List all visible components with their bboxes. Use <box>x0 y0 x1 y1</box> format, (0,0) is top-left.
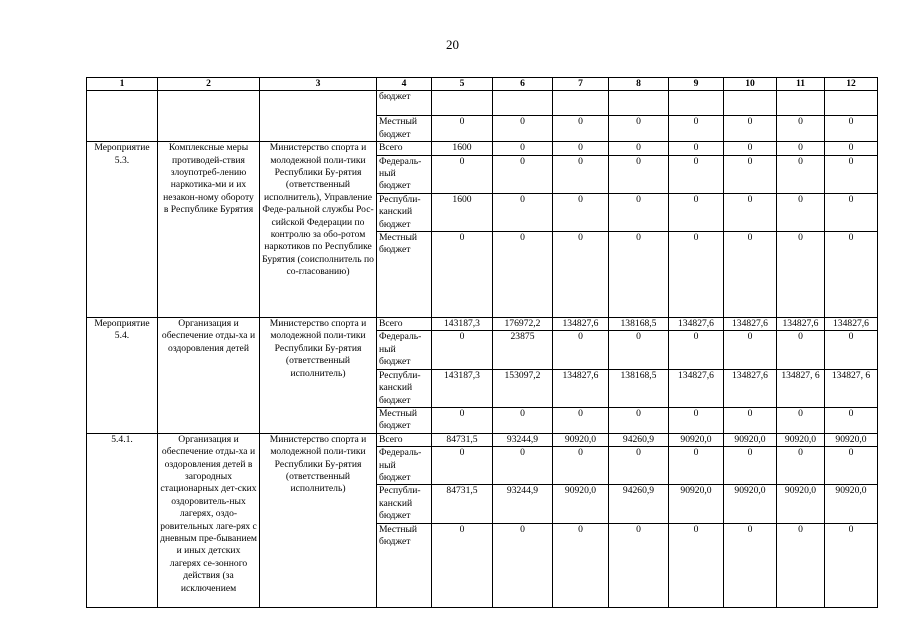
value-cell: 0 <box>493 407 553 433</box>
value-cell <box>825 91 878 116</box>
value-cell: 0 <box>825 193 878 231</box>
value-cell <box>724 91 777 116</box>
funding-source-cell: Федераль-ный бюджет <box>377 155 432 193</box>
value-cell: 0 <box>825 155 878 193</box>
value-cell: 0 <box>493 523 553 607</box>
value-cell <box>669 91 724 116</box>
value-cell: 138168,5 <box>609 318 669 331</box>
value-cell: 0 <box>825 116 878 142</box>
value-cell: 0 <box>724 116 777 142</box>
value-cell: 90920,0 <box>825 433 878 446</box>
continuation-id-cell <box>87 91 158 142</box>
value-cell: 0 <box>777 232 825 318</box>
value-cell: 90920,0 <box>553 433 609 446</box>
value-cell: 90920,0 <box>777 433 825 446</box>
column-header: 9 <box>669 78 724 91</box>
value-cell: 90920,0 <box>724 433 777 446</box>
value-cell: 0 <box>609 193 669 231</box>
event-id-cell: Мероприятие 5.3. <box>87 142 158 318</box>
column-header: 4 <box>377 78 432 91</box>
event-name-cell: Организация и обеспечение отды-ха и оздоровления детей <box>158 318 260 434</box>
value-cell: 0 <box>432 523 493 607</box>
value-cell: 0 <box>777 331 825 369</box>
value-cell: 0 <box>609 116 669 142</box>
budget-table <box>86 77 878 608</box>
value-cell: 23875 <box>493 331 553 369</box>
value-cell: 0 <box>609 155 669 193</box>
value-cell: 0 <box>609 407 669 433</box>
value-cell: 143187,3 <box>432 318 493 331</box>
value-cell: 0 <box>724 447 777 485</box>
executor-cell: Министерство спорта и молодежной поли-тики Республики Бу-рятия (ответственный исполнитель), Управление Феде-ральной службы Рос-сийской Федерации по контролю за обо-ротом наркотиков по Республике Бурятия (соисполнитель по со-гласованию) <box>260 142 377 318</box>
value-cell: 0 <box>669 155 724 193</box>
table-row <box>87 318 878 331</box>
value-cell: 0 <box>609 142 669 155</box>
value-cell: 134827,6 <box>724 318 777 331</box>
header-row <box>87 78 878 91</box>
value-cell: 0 <box>553 407 609 433</box>
executor-cell: Министерство спорта и молодежной поли-тики Республики Бу-рятия (ответственный исполнитель) <box>260 433 377 607</box>
value-cell: 0 <box>724 232 777 318</box>
funding-source-cell: Республи-канский бюджет <box>377 369 432 407</box>
value-cell: 0 <box>825 142 878 155</box>
value-cell: 0 <box>553 331 609 369</box>
value-cell: 0 <box>493 142 553 155</box>
value-cell: 176972,2 <box>493 318 553 331</box>
value-cell: 0 <box>777 155 825 193</box>
value-cell: 84731,5 <box>432 485 493 523</box>
value-cell: 0 <box>669 447 724 485</box>
value-cell: 0 <box>669 523 724 607</box>
value-cell: 0 <box>432 331 493 369</box>
value-cell: 0 <box>553 523 609 607</box>
table-row <box>87 91 878 116</box>
value-cell: 0 <box>777 407 825 433</box>
value-cell: 134827,6 <box>669 318 724 331</box>
value-cell <box>432 91 493 116</box>
column-header: 2 <box>158 78 260 91</box>
value-cell: 0 <box>609 232 669 318</box>
funding-source-cell: Местный бюджет <box>377 232 432 318</box>
value-cell: 134827,6 <box>553 369 609 407</box>
continuation-name-cell <box>158 91 260 142</box>
event-id-cell: Мероприятие 5.4. <box>87 318 158 434</box>
value-cell: 0 <box>669 116 724 142</box>
value-cell: 0 <box>553 116 609 142</box>
value-cell: 0 <box>609 331 669 369</box>
value-cell: 0 <box>553 193 609 231</box>
value-cell: 0 <box>777 523 825 607</box>
value-cell: 0 <box>669 142 724 155</box>
value-cell: 94260,9 <box>609 433 669 446</box>
table-row <box>87 142 878 155</box>
value-cell: 84731,5 <box>432 433 493 446</box>
value-cell: 0 <box>553 155 609 193</box>
funding-source-cell: Республи-канский бюджет <box>377 485 432 523</box>
value-cell: 0 <box>669 193 724 231</box>
funding-source-cell: Всего <box>377 318 432 331</box>
funding-source-cell: Федераль-ный бюджет <box>377 447 432 485</box>
value-cell: 0 <box>432 155 493 193</box>
value-cell: 0 <box>493 232 553 318</box>
value-cell: 0 <box>493 447 553 485</box>
event-name-cell: Организация и обеспечение отды-ха и оздоровления детей в загородных стационарных дет-ских оздоровитель-ных лагерях, оздо-ровительных лаге-рях с дневным пре-быванием и иных детских лагерях се-зонного действия (за исключением <box>158 433 260 607</box>
funding-source-cell: Всего <box>377 433 432 446</box>
page-number: 20 <box>446 37 459 52</box>
value-cell: 90920,0 <box>724 485 777 523</box>
value-cell: 1600 <box>432 193 493 231</box>
value-cell: 90920,0 <box>553 485 609 523</box>
column-header: 7 <box>553 78 609 91</box>
value-cell: 0 <box>724 331 777 369</box>
value-cell: 0 <box>724 193 777 231</box>
event-id-cell: 5.4.1. <box>87 433 158 607</box>
value-cell: 134827,6 <box>724 369 777 407</box>
value-cell: 134827, 6 <box>777 369 825 407</box>
value-cell: 0 <box>553 142 609 155</box>
value-cell: 0 <box>669 407 724 433</box>
funding-source-cell: бюджет <box>377 91 432 116</box>
column-header: 12 <box>825 78 878 91</box>
value-cell: 0 <box>493 155 553 193</box>
executor-cell: Министерство спорта и молодежной поли-тики Республики Бу-рятия (ответственный исполнитель) <box>260 318 377 434</box>
value-cell: 0 <box>724 407 777 433</box>
value-cell: 1600 <box>432 142 493 155</box>
table-body <box>87 91 878 607</box>
value-cell: 134827,6 <box>669 369 724 407</box>
value-cell: 94260,9 <box>609 485 669 523</box>
value-cell: 0 <box>724 155 777 193</box>
value-cell: 138168,5 <box>609 369 669 407</box>
value-cell: 0 <box>493 193 553 231</box>
value-cell: 134827, 6 <box>825 369 878 407</box>
column-header: 3 <box>260 78 377 91</box>
value-cell: 0 <box>609 523 669 607</box>
value-cell: 134827,6 <box>825 318 878 331</box>
value-cell: 0 <box>553 447 609 485</box>
value-cell: 0 <box>777 142 825 155</box>
funding-source-cell: Местный бюджет <box>377 407 432 433</box>
value-cell: 0 <box>432 407 493 433</box>
value-cell: 0 <box>493 116 553 142</box>
value-cell: 0 <box>669 232 724 318</box>
value-cell: 0 <box>825 331 878 369</box>
value-cell: 0 <box>825 407 878 433</box>
column-header: 5 <box>432 78 493 91</box>
column-header: 10 <box>724 78 777 91</box>
value-cell <box>609 91 669 116</box>
value-cell: 90920,0 <box>825 485 878 523</box>
value-cell: 0 <box>825 447 878 485</box>
value-cell: 90920,0 <box>669 485 724 523</box>
funding-source-cell: Республи-канский бюджет <box>377 193 432 231</box>
value-cell: 0 <box>432 116 493 142</box>
funding-source-cell: Местный бюджет <box>377 523 432 607</box>
continuation-executor-cell <box>260 91 377 142</box>
column-header: 8 <box>609 78 669 91</box>
value-cell: 0 <box>669 331 724 369</box>
value-cell: 134827,6 <box>777 318 825 331</box>
value-cell: 93244,9 <box>493 433 553 446</box>
value-cell: 0 <box>724 142 777 155</box>
value-cell: 93244,9 <box>493 485 553 523</box>
column-header: 6 <box>493 78 553 91</box>
column-header: 1 <box>87 78 158 91</box>
value-cell <box>493 91 553 116</box>
value-cell <box>777 91 825 116</box>
value-cell: 0 <box>432 232 493 318</box>
funding-source-cell: Всего <box>377 142 432 155</box>
event-name-cell: Комплексные меры противодей-ствия злоупотреб-лению наркотика-ми и их незакон-ному обороту в Республике Бурятия <box>158 142 260 318</box>
column-header: 11 <box>777 78 825 91</box>
value-cell: 0 <box>777 116 825 142</box>
value-cell: 0 <box>777 447 825 485</box>
value-cell: 0 <box>825 523 878 607</box>
funding-source-cell: Местный бюджет <box>377 116 432 142</box>
table-row <box>87 433 878 446</box>
value-cell: 134827,6 <box>553 318 609 331</box>
value-cell: 153097,2 <box>493 369 553 407</box>
value-cell: 0 <box>432 447 493 485</box>
value-cell: 0 <box>825 232 878 318</box>
value-cell: 90920,0 <box>777 485 825 523</box>
value-cell: 0 <box>553 232 609 318</box>
funding-source-cell: Федераль-ный бюджет <box>377 331 432 369</box>
value-cell: 0 <box>609 447 669 485</box>
value-cell <box>553 91 609 116</box>
value-cell: 0 <box>724 523 777 607</box>
value-cell: 90920,0 <box>669 433 724 446</box>
value-cell: 143187,3 <box>432 369 493 407</box>
value-cell: 0 <box>777 193 825 231</box>
